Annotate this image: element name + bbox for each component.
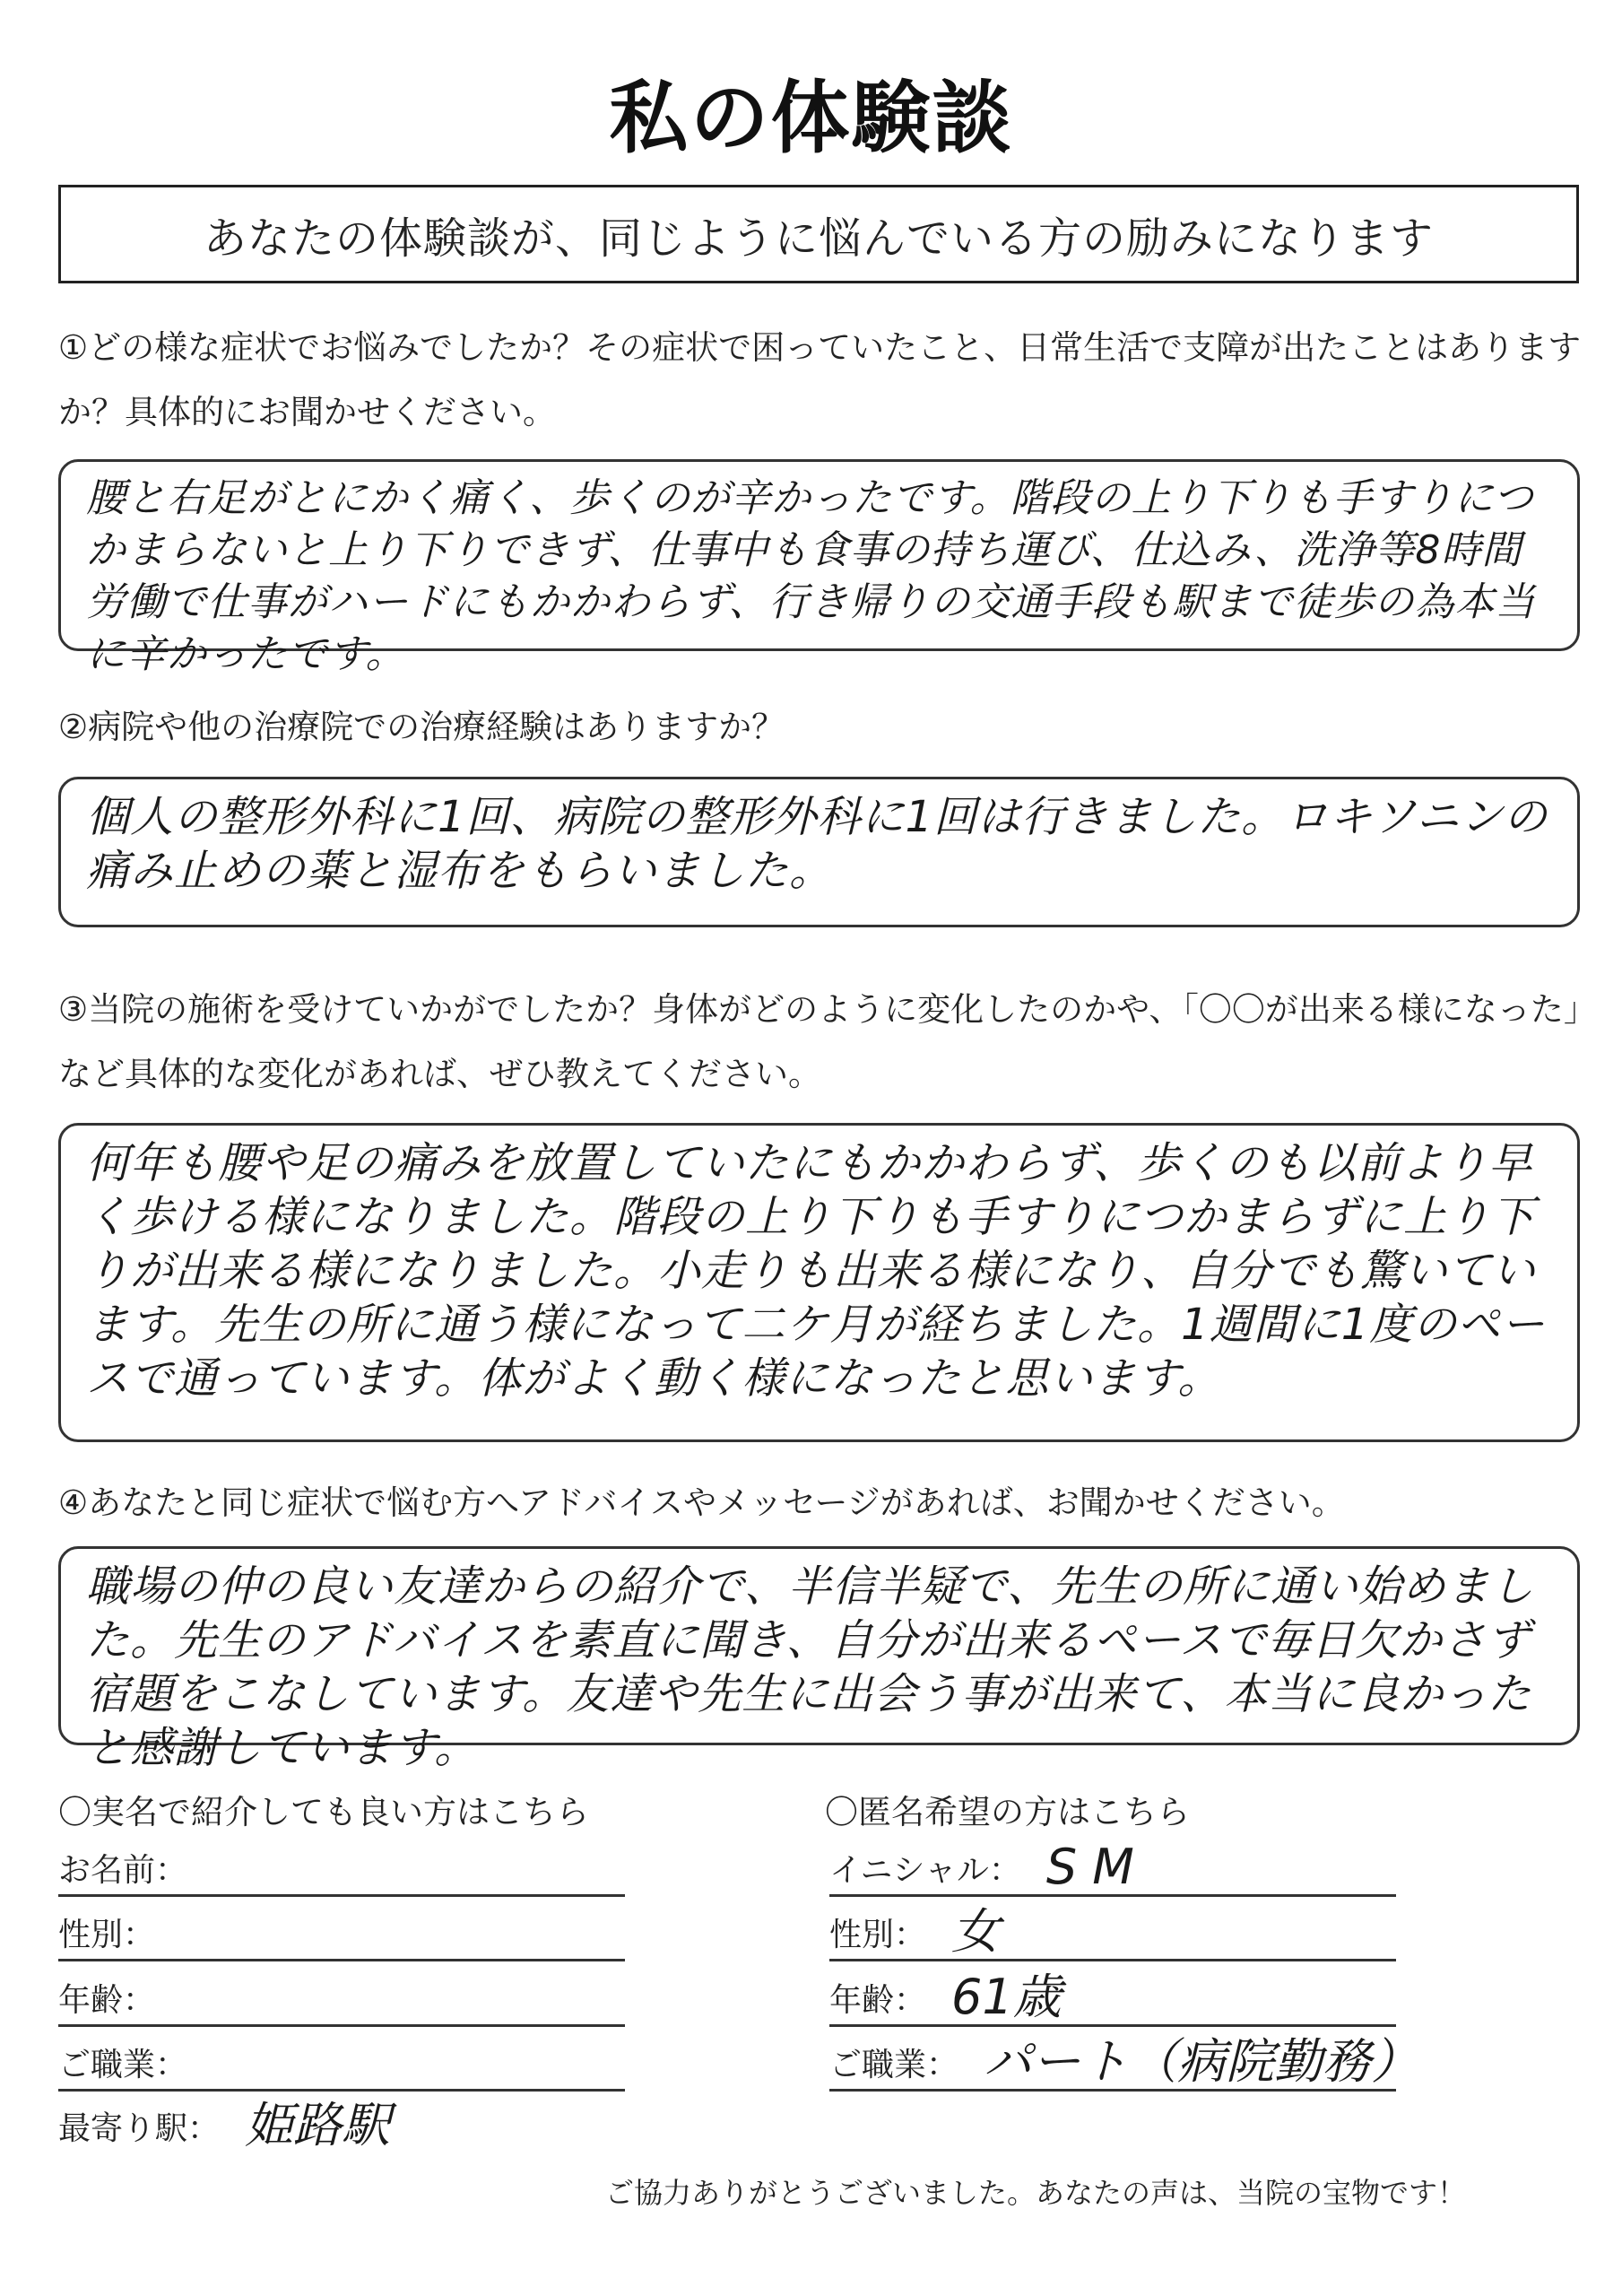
field-label: 最寄り駅： [58,2110,221,2147]
field-value: 姫路駅 [245,2097,391,2153]
intro-banner: あなたの体験談が、同じように悩んでいる方の励みになります [58,185,1579,283]
field-label: 性別： [829,1917,927,1953]
anonymous-heading: 〇匿名希望の方はこちら [825,1793,1190,1831]
anon-occupation-field[interactable] [829,2033,1420,2092]
field-value: S M [1045,1839,1134,1895]
answer-3: 何年も腰や足の痛みを放置していたにもかかわらず、歩くのも以前より早く歩ける様になりました。階段の上り下りも手すりにつかまらずに上り下りが出来る様になりました。小走りも出来る様になり、自分でも驚いています。先生の所に通う様になって二ケ月が経ちました。1週間に1度のペースで通っています。体がよく動く様になったと思います。 [86,1138,1546,1404]
nearest-station-field[interactable] [58,2099,625,2152]
field-label: ご職業： [829,2047,959,2083]
answer-1: 腰と右足がとにかく痛く、歩くのが辛かったです。階段の上り下りも手すりにつかまらないと上り下りできず、仕事中も食事の持ち運び、仕込み、洗浄等8時間労働で仕事がハードにもかかわらず、行き帰りの交通手段も駅まで徒歩の為本当に辛かったです。 [86,475,1536,677]
anon-gender-field[interactable] [829,1903,1396,1961]
question-2: ②病院や他の治療院での治療経験はありますか？ [58,708,785,746]
page-title: 私の体験談 [609,72,1013,164]
real-gender-field[interactable] [58,1908,625,1961]
field-label: お名前： [58,1852,188,1889]
real-name-field[interactable] [58,1843,625,1897]
answer-box-3 [58,1123,1580,1442]
field-label: 年齢： [829,1982,927,2019]
answer-box-2 [58,777,1580,927]
field-label: イニシャル： [829,1852,1021,1889]
field-label: 年齢： [58,1982,156,2019]
answer-box-4 [58,1546,1580,1773]
field-value: パート（病院勤務） [984,2033,1420,2090]
field-value: 61歳 [951,1969,1062,2025]
question-1: ①どの様な症状でお悩みでしたか？その症状で困っていたこと、日常生活で支障が出たことはありますか？具体的にお聞かせください。 [58,328,1582,431]
anon-age-field[interactable] [829,1969,1396,2027]
thank-you-footer: ご協力ありがとうございました。あなたの声は、当院の宝物です！ [605,2176,1467,2210]
real-name-heading: 〇実名で紹介しても良い方はこちら [58,1793,589,1831]
answer-box-1 [58,459,1580,677]
question-3: ③当院の施術を受けていかがでしたか？身体がどのように変化したのかや、「〇〇が出来る様になった」など具体的な変化があれば、ぜひ教えてください。 [58,990,1581,1093]
field-label: ご職業： [58,2047,188,2083]
question-4: ④あなたと同じ症状で悩む方へアドバイスやメッセージがあれば、お聞かせください。 [58,1483,1345,1522]
answer-4: 職場の仲の良い友達からの紹介で、半信半疑で、先生の所に通い始めました。先生のアドバイスを素直に聞き、自分が出来るペースで毎日欠かさず宿題をこなしています。友達や先生に出会う事が出来て、本当に良かったと感謝しています。 [86,1561,1535,1773]
field-value: 女 [951,1903,1001,1960]
field-label: 性別： [58,1917,156,1953]
answer-2: 個人の整形外科に1回、病院の整形外科に1回は行きました。ロキソニンの痛み止めの薬と湿布をもらいました。 [86,792,1548,896]
real-occupation-field[interactable] [58,2038,625,2092]
real-age-field[interactable] [58,1973,625,2027]
initials-field[interactable] [829,1839,1396,1897]
